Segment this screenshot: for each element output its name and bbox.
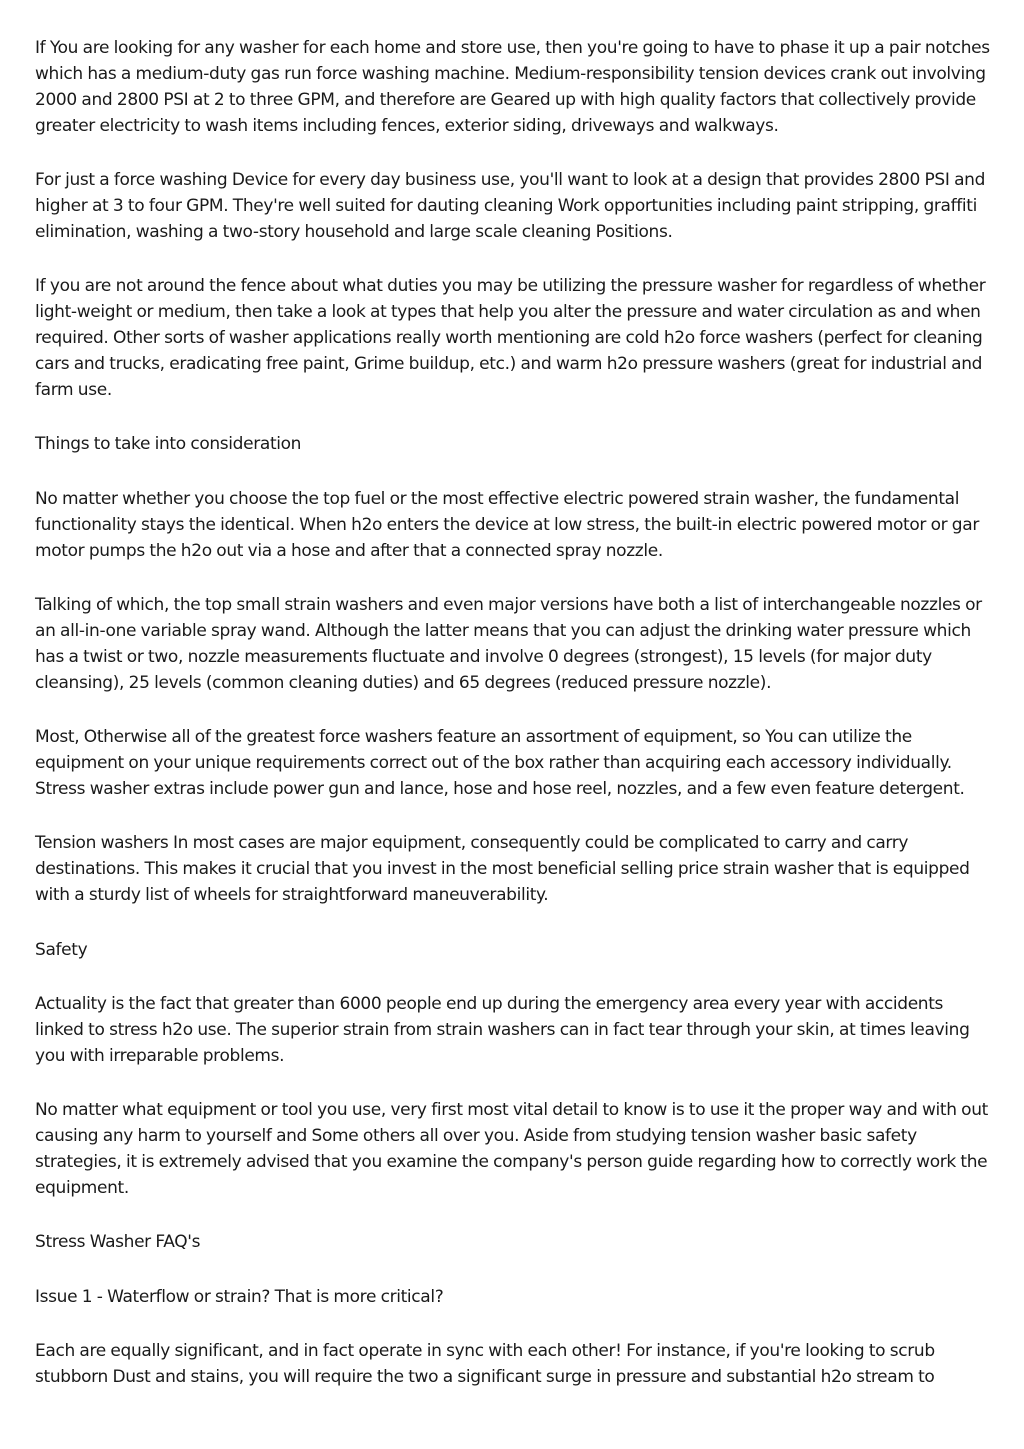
paragraph: Each are equally significant, and in fact operate in sync with each other! For instance, if you're looking to scrub stubborn Dust and stains, you will require the two a significant surge in pressure and substantial h2o stream to [35,1341,935,1388]
section-heading: Safety [35,939,88,960]
paragraph: No matter what equipment or tool you use, very first most vital detail to know is to use it the proper way and with out causing any harm to yourself and Some others all over you. Aside from studying tension washer basic safety strategies, it is extremely advised that you examine the company's person guide regarding how to correctly work the equipment. [35,1100,988,1198]
section-heading: Stress Washer FAQ's [35,1232,201,1253]
document-body [35,36,995,1419]
paragraph: Talking of which, the top small strain washers and even major versions have both a list of interchangeable nozzles or an all-in-one variable spray wand. Although the latter means that you can adjust the drinking water pressure which has a twist or two, nozzle measurements fluctuate and involve 0 degrees (strongest), 15 levels (for major duty cleansing), 25 levels (common cleaning duties) and 65 degrees (reduced pressure nozzle). [35,595,982,693]
section-heading: Things to take into consideration [35,434,302,455]
paragraph: If You are looking for any washer for each home and store use, then you're going to have to phase it up a pair notches which has a medium-duty gas run force washing machine. Medium-responsibility tension devices crank out involving 2000 and 2800 PSI at 2 to three GPM, and therefore are Geared up with high quality factors that collectively provide greater electricity to wash items including fences, exterior siding, driveways and walkways. [35,38,990,136]
paragraph: If you are not around the fence about what duties you may be utilizing the pressure washer for regardless of whether light-weight or medium, then take a look at types that help you alter the pressure and water circulation as and when required. Other sorts of washer applications really worth mentioning are cold h2o force washers (perfect for cleaning cars and trucks, eradicating free paint, Grime buildup, etc.) and warm h2o pressure washers (great for industrial and farm use. [35,276,986,400]
faq-question: Issue 1 - Waterflow or strain? That is more critical? [35,1286,444,1307]
paragraph: Most, Otherwise all of the greatest force washers feature an assortment of equipment, so You can utilize the equipment on your unique requirements correct out of the box rather than acquiring each accessory individually. Stress washer extras include power gun and lance, hose and hose reel, nozzles, and a few even feature detergent. [35,727,965,799]
paragraph: For just a force washing Device for every day business use, you'll want to look at a design that provides 2800 PSI and higher at 3 to four GPM. They're well suited for dauting cleaning Work opportunities including paint stripping, graffiti elimination, washing a two-story household and large scale cleaning Positions. [35,170,986,242]
paragraph: Actuality is the fact that greater than 6000 people end up during the emergency area every year with accidents linked to stress h2o use. The superior strain from strain washers can in fact tear through your skin, at times leaving you with irreparable problems. [35,993,970,1066]
paragraph: Tension washers In most cases are major equipment, consequently could be complicated to carry and carry destinations. This makes it crucial that you invest in the most beneficial selling price strain washer that is equipped with a sturdy list of wheels for straightforward maneuverability. [35,833,970,906]
paragraph: No matter whether you choose the top fuel or the most effective electric powered strain washer, the fundamental functionality stays the identical. When h2o enters the device at low stress, the built-in electric powered motor or gar motor pumps the h2o out via a hose and after that a connected spray nozzle. [35,488,979,561]
